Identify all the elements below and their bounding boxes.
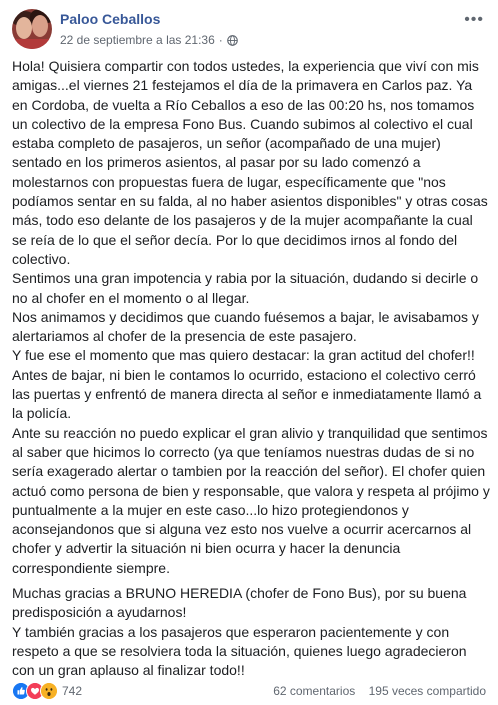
post-footer (12, 682, 486, 702)
reaction-count[interactable]: 742 (62, 684, 83, 698)
shares-count[interactable]: 195 veces compartido (368, 684, 486, 698)
post-paragraph: Y fue ese el momento que mas quiero destacar: la gran actitud del chofer!! Antes de bajar, ni bien le contamos lo ocurrido, estaciono el colectivo cerró las puertas y enfrentó de manera directa al señor e inmediatamente llamó a la policía. (12, 347, 482, 422)
globe-icon[interactable] (227, 35, 238, 46)
avatar[interactable] (12, 9, 52, 49)
post-meta (60, 33, 238, 47)
post-paragraph: Muchas gracias a BRUNO HEREDIA (chofer de Fono Bus), por su buena predisposición a ayudarnos! (12, 585, 467, 621)
post-paragraph: Y también gracias a los pasajeros que esperaron pacientemente y con respeto a que se resolviera toda la situación, quienes luego agradecieron con un gran aplauso al finalizar todo!! (12, 623, 467, 679)
wow-icon (40, 682, 58, 700)
timestamp[interactable]: 22 de septiembre a las 21:36 (60, 33, 215, 47)
comments-count[interactable]: 62 comentarios (273, 684, 356, 698)
more-options-icon[interactable]: ••• (464, 11, 484, 28)
post-stats (273, 684, 486, 698)
author-name[interactable]: Paloo Ceballos (60, 11, 161, 27)
reactions-summary[interactable] (12, 682, 82, 700)
post-paragraph: Sentimos una gran impotencia y rabia por la situación, dudando si decirle o no al chofer en el momento o al llegar. (12, 270, 479, 306)
meta-separator: · (218, 33, 223, 47)
post-header (12, 5, 486, 57)
post-paragraph: Ante su reacción no puedo explicar el gran alivio y tranquilidad que sentimos al saber que hicimos lo correcto (ya que teníamos nuestras dudas de si no sería exagerado alertar o tambien por la reacción del señor). El chofer quien actuó como persona de bien y responsable, que valora y respeta al prójimo y puntualmente a la mujer en este caso...lo hizo protegiendonos y aconsejandonos que si alguna vez esto nos vuelve a ocurrir acercarnos al chofer y advertir la situación ni bien ocurra y hacer la denuncia correspondiente siempre. (12, 424, 490, 576)
post-paragraph: Hola! Quisiera compartir con todos ustedes, la experiencia que viví con mis amigas...el viernes 21 festejamos el día de la primavera en Carlos paz. Ya en Cordoba, de vuelta a Río Ceballos a eso de las 00:20 hs, nos tomamos un colectivo de la empresa Fono Bus. Cuando subimos al colectivo el cual estaba completo de pasajeros, un señor (acompañado de una mujer) sentado en los primeros asientos, al pasar por su lado comenzó a molestarnos con propuestas fuera de lugar, específicamente que "nos podíamos sentar en su falda, al no haber asientos disponibles" y otras cosas más, todo eso delante de los pasajeros y de la mujer acompañante la cual se reía de lo que el señor decía. Por lo que decidimos irnos al fondo del colectivo. (12, 58, 488, 267)
post-body (12, 57, 490, 681)
post-paragraph: Nos animamos y decidimos que cuando fuésemos a bajar, le avisabamos y alertariamos al chofer de la presencia de este pasajero. (12, 308, 479, 345)
